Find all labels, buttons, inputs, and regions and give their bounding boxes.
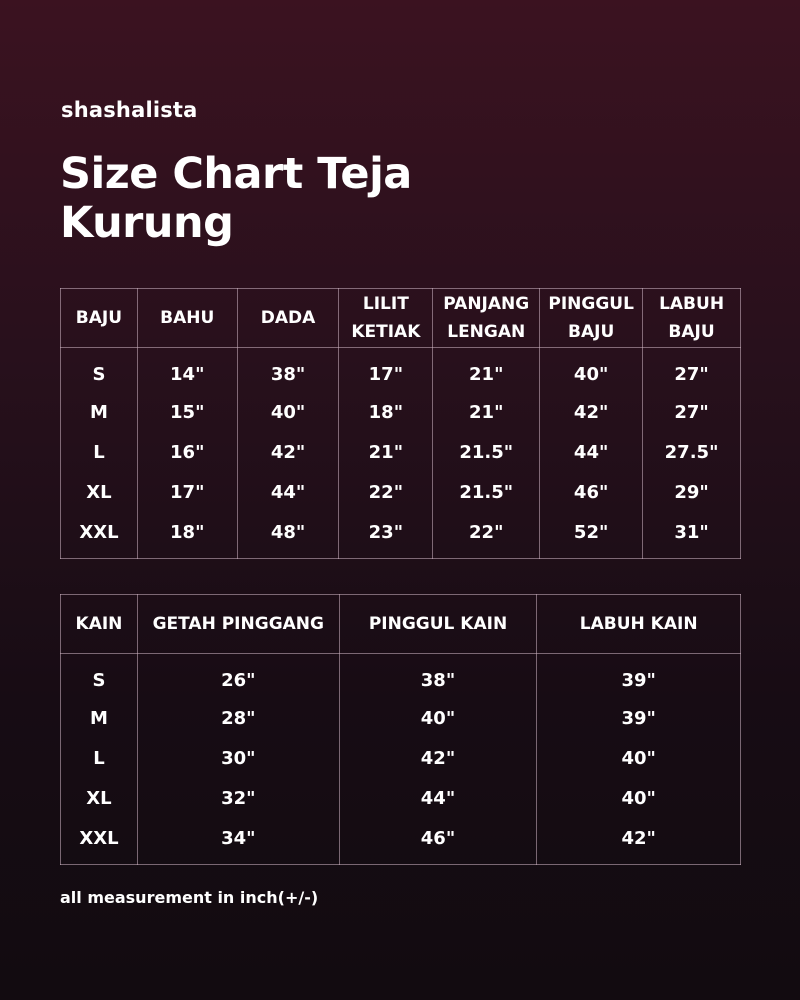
kain-measurement-cell: 30"	[137, 738, 339, 778]
baju-measurement-cell: 16"	[137, 432, 237, 472]
kain-size-label: XL	[61, 778, 138, 818]
baju-measurement-cell: 17"	[137, 472, 237, 512]
baju-measurement-cell: 23"	[339, 512, 433, 559]
baju-row	[61, 512, 741, 559]
kain-measurement-cell: 42"	[537, 818, 741, 865]
baju-size-label: S	[61, 348, 138, 393]
baju-measurement-cell: 44"	[540, 432, 643, 472]
kain-size-label: M	[61, 698, 138, 738]
kain-measurement-cell: 34"	[137, 818, 339, 865]
kain-header-cell: LABUH KAIN	[537, 595, 741, 654]
baju-measurement-cell: 15"	[137, 392, 237, 432]
baju-measurement-cell: 29"	[643, 472, 741, 512]
baju-size-label: M	[61, 392, 138, 432]
baju-header-cell: PANJANG LENGAN	[433, 289, 540, 348]
kain-measurement-cell: 40"	[339, 698, 537, 738]
baju-header-cell: BAHU	[137, 289, 237, 348]
baju-measurement-cell: 42"	[540, 392, 643, 432]
baju-row	[61, 432, 741, 472]
baju-size-label: L	[61, 432, 138, 472]
baju-measurement-cell: 22"	[339, 472, 433, 512]
baju-measurement-cell: 38"	[237, 348, 339, 393]
kain-measurement-cell: 46"	[339, 818, 537, 865]
kain-measurement-cell: 44"	[339, 778, 537, 818]
baju-measurement-cell: 46"	[540, 472, 643, 512]
kain-row	[61, 698, 741, 738]
baju-header-row	[61, 289, 741, 348]
baju-size-label: XL	[61, 472, 138, 512]
baju-row	[61, 472, 741, 512]
kain-measurement-cell: 40"	[537, 738, 741, 778]
kain-measurement-cell: 42"	[339, 738, 537, 778]
kain-measurement-cell: 28"	[137, 698, 339, 738]
kain-size-label: XXL	[61, 818, 138, 865]
baju-measurement-cell: 21"	[433, 348, 540, 393]
kain-measurement-cell: 40"	[537, 778, 741, 818]
measurement-note: all measurement in inch(+/-)	[60, 888, 319, 907]
baju-header-cell: DADA	[237, 289, 339, 348]
kain-size-table	[60, 594, 741, 865]
baju-row	[61, 348, 741, 393]
baju-measurement-cell: 21"	[433, 392, 540, 432]
baju-measurement-cell: 31"	[643, 512, 741, 559]
baju-measurement-cell: 18"	[137, 512, 237, 559]
kain-header-cell: PINGGUL KAIN	[339, 595, 537, 654]
kain-measurement-cell: 32"	[137, 778, 339, 818]
baju-measurement-cell: 17"	[339, 348, 433, 393]
baju-measurement-cell: 27.5"	[643, 432, 741, 472]
baju-measurement-cell: 52"	[540, 512, 643, 559]
kain-size-label: L	[61, 738, 138, 778]
baju-measurement-cell: 21.5"	[433, 432, 540, 472]
kain-row	[61, 738, 741, 778]
baju-measurement-cell: 27"	[643, 348, 741, 393]
baju-header-cell: LILIT KETIAK	[339, 289, 433, 348]
kain-row	[61, 778, 741, 818]
kain-measurement-cell: 26"	[137, 654, 339, 699]
baju-header-cell: PINGGUL BAJU	[540, 289, 643, 348]
baju-measurement-cell: 40"	[540, 348, 643, 393]
baju-measurement-cell: 40"	[237, 392, 339, 432]
baju-row	[61, 392, 741, 432]
kain-header-cell: GETAH PINGGANG	[137, 595, 339, 654]
kain-measurement-cell: 38"	[339, 654, 537, 699]
baju-header-cell: BAJU	[61, 289, 138, 348]
page-title: Size Chart Teja Kurung	[60, 149, 412, 248]
baju-size-table	[60, 288, 741, 559]
baju-size-label: XXL	[61, 512, 138, 559]
kain-header-cell: KAIN	[61, 595, 138, 654]
baju-header-cell: LABUH BAJU	[643, 289, 741, 348]
kain-row	[61, 654, 741, 699]
kain-measurement-cell: 39"	[537, 654, 741, 699]
kain-header-row	[61, 595, 741, 654]
baju-measurement-cell: 21"	[339, 432, 433, 472]
baju-measurement-cell: 42"	[237, 432, 339, 472]
baju-measurement-cell: 18"	[339, 392, 433, 432]
baju-measurement-cell: 27"	[643, 392, 741, 432]
baju-measurement-cell: 14"	[137, 348, 237, 393]
baju-measurement-cell: 21.5"	[433, 472, 540, 512]
baju-measurement-cell: 48"	[237, 512, 339, 559]
kain-size-label: S	[61, 654, 138, 699]
kain-row	[61, 818, 741, 865]
kain-measurement-cell: 39"	[537, 698, 741, 738]
baju-measurement-cell: 22"	[433, 512, 540, 559]
baju-measurement-cell: 44"	[237, 472, 339, 512]
brand-name: shashalista	[61, 98, 198, 122]
